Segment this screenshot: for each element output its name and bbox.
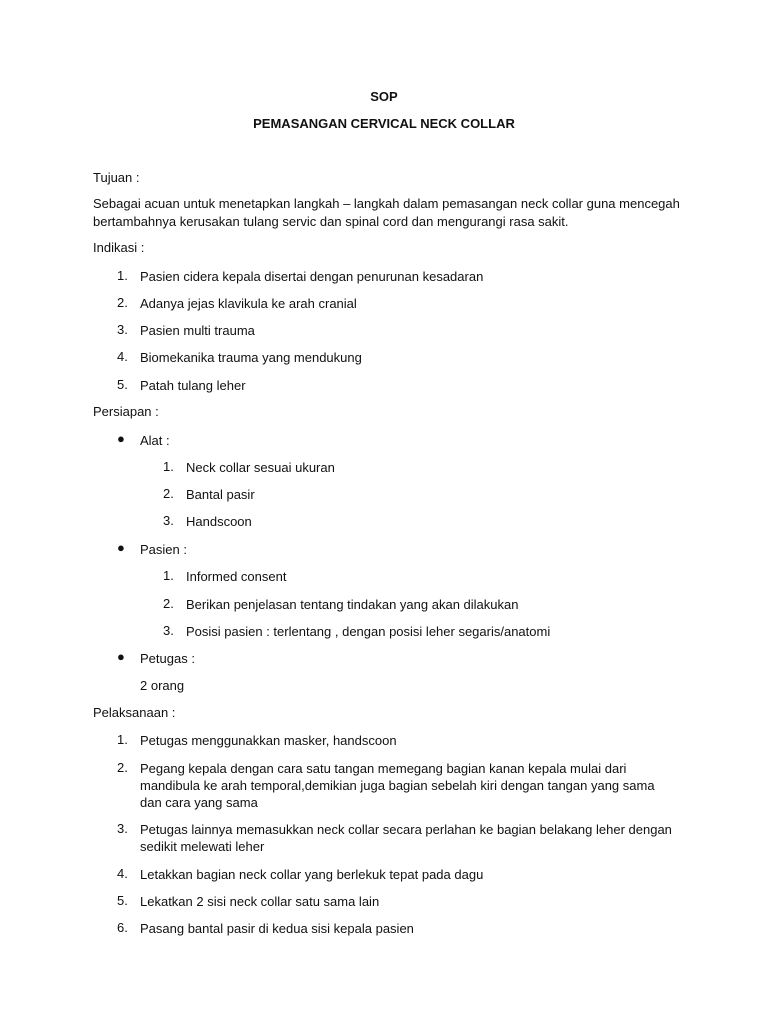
list-text <box>140 893 379 910</box>
step-line: dan cara yang sama <box>140 795 258 810</box>
list-text: Adanya jejas klavikula ke arah cranial <box>140 296 357 311</box>
list-text <box>140 920 414 937</box>
bullet-icon: ● <box>117 540 125 555</box>
step-line: Pasang bantal pasir di kedua sisi kepala pasien <box>140 921 414 936</box>
list-number: 3. <box>117 322 128 337</box>
petugas-label: Petugas : <box>140 651 195 666</box>
tujuan-heading: Tujuan : <box>93 170 140 185</box>
step-line: Petugas menggunakkan masker, handscoon <box>140 733 397 748</box>
step-line: Letakkan bagian neck collar yang berlekuk tepat pada dagu <box>140 867 484 882</box>
list-text: Pasien multi trauma <box>140 323 255 338</box>
list-text: Posisi pasien : terlentang , dengan posisi leher segaris/anatomi <box>186 624 551 639</box>
list-number: 4. <box>117 349 128 364</box>
step-line: Lekatkan 2 sisi neck collar satu sama lain <box>140 894 380 909</box>
list-text: Pasien cidera kepala disertai dengan penurunan kesadaran <box>140 269 484 284</box>
petugas-value: 2 orang <box>140 678 185 693</box>
list-text <box>140 760 655 811</box>
indikasi-heading: Indikasi : <box>93 240 145 255</box>
list-text <box>140 732 397 749</box>
list-number: 6. <box>117 920 128 935</box>
step-line: Petugas lainnya memasukkan neck collar secara perlahan ke bagian belakang leher dengan <box>140 822 672 837</box>
list-number: 2. <box>117 760 128 775</box>
persiapan-heading: Persiapan : <box>93 404 159 419</box>
list-number: 2. <box>163 596 174 611</box>
list-number: 2. <box>163 486 174 501</box>
list-text: Informed consent <box>186 569 287 584</box>
list-text <box>140 866 483 883</box>
list-text <box>140 821 672 855</box>
list-text: Patah tulang leher <box>140 378 246 393</box>
doc-subtitle: PEMASANGAN CERVICAL NECK COLLAR <box>253 116 515 131</box>
doc-title: SOP <box>370 89 398 104</box>
step-line: sedikit melewati leher <box>140 839 265 854</box>
list-number: 5. <box>117 377 128 392</box>
list-number: 2. <box>117 295 128 310</box>
step-line: Pegang kepala dengan cara satu tangan memegang bagian kanan kepala mulai dari <box>140 761 627 776</box>
list-number: 4. <box>117 866 128 881</box>
list-text: Handscoon <box>186 514 252 529</box>
list-number: 3. <box>117 821 128 836</box>
pasien-label: Pasien : <box>140 542 187 557</box>
step-line: mandibula ke arah temporal,demikian juga bagian sebelah kiri dengan tangan yang sama <box>140 778 655 793</box>
bullet-icon: ● <box>117 649 125 664</box>
pelaksanaan-heading: Pelaksanaan : <box>93 705 176 720</box>
alat-label: Alat : <box>140 433 170 448</box>
tujuan-paragraph <box>93 195 680 231</box>
list-text: Berikan penjelasan tentang tindakan yang akan dilakukan <box>186 597 519 612</box>
tujuan-line-2: bertambahnya kerusakan tulang servic dan spinal cord dan mengurangi rasa sakit. <box>93 214 569 229</box>
list-number: 1. <box>117 732 128 747</box>
list-text: Biomekanika trauma yang mendukung <box>140 350 362 365</box>
list-number: 1. <box>117 268 128 283</box>
list-number: 5. <box>117 893 128 908</box>
list-text: Neck collar sesuai ukuran <box>186 460 335 475</box>
tujuan-line-1: Sebagai acuan untuk menetapkan langkah – langkah dalam pemasangan neck collar guna mencegah <box>93 196 680 211</box>
list-number: 1. <box>163 568 174 583</box>
list-number: 1. <box>163 459 174 474</box>
list-text: Bantal pasir <box>186 487 255 502</box>
bullet-icon: ● <box>117 431 125 446</box>
list-number: 3. <box>163 623 174 638</box>
list-number: 3. <box>163 513 174 528</box>
